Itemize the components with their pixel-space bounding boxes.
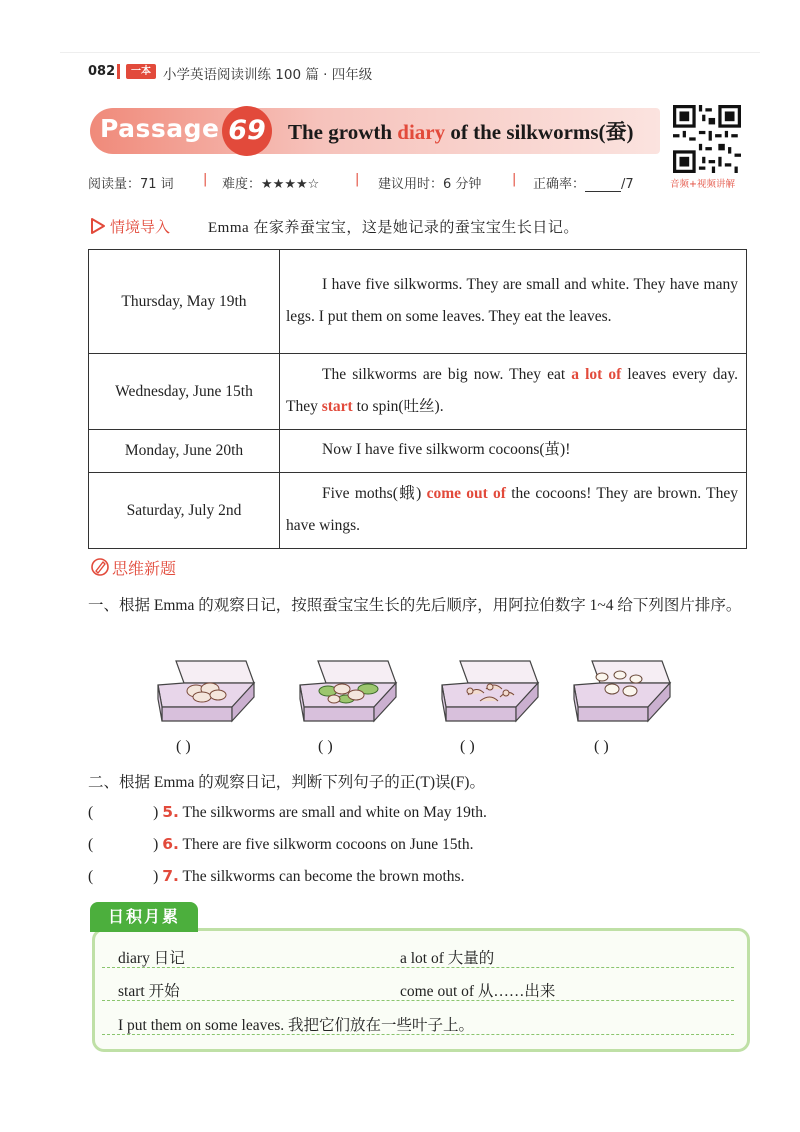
diary-row [89, 250, 747, 354]
accuracy-total: /7 [621, 177, 634, 192]
answer-paren-open[interactable]: ( [88, 804, 94, 821]
stat-separator: | [203, 172, 208, 187]
difficulty-stars: ★★★★☆ [261, 177, 320, 192]
diary-table [88, 249, 747, 549]
thinking-label: 思维新题 [112, 559, 177, 578]
diary-entry [280, 354, 747, 430]
diary-row [89, 473, 747, 549]
qr-code-icon[interactable] [672, 105, 742, 173]
accuracy [533, 173, 634, 192]
vocab-title: 日积月累 [90, 902, 198, 932]
word-count: 阅读量：71 词 [88, 177, 174, 192]
diary-entry [280, 430, 747, 473]
vocab-en: come out of [400, 983, 475, 1000]
vocab-en: diary [118, 950, 150, 967]
answer-paren[interactable]: ( ) [318, 738, 333, 755]
suggested-time: 建议用时：6 分钟 [378, 177, 482, 192]
entry-text: I have five silkworms. They are small and white. They have many legs. I put them on some leaves. They eat the leaves. [286, 275, 738, 325]
answer-paren-close[interactable]: ) [153, 804, 159, 821]
dashed-divider [102, 967, 734, 969]
answer-paren-close[interactable]: ) [153, 868, 159, 885]
entry-text: leaves every day. They [286, 365, 738, 415]
entry-text: the cocoons! They are brown. They have wings. [286, 484, 738, 534]
entry-text: Now I have five silkworm cocoons(茧)! [322, 441, 571, 458]
vocab-item [118, 946, 185, 968]
header-divider [117, 64, 120, 79]
vocab-sentence: I put them on some leaves. 我把它们放在一些叶子上。 [118, 1017, 475, 1034]
stat-separator: | [512, 172, 517, 187]
question-part-1: 一、根据 Emma 的观察日记，按照蚕宝宝生长的先后顺序，用阿拉伯数字 1~4 给下列图片排序。 [88, 597, 742, 614]
diary-row [89, 354, 747, 430]
answer-paren[interactable]: ( ) [460, 738, 475, 755]
box-leaves-silkworms-image [298, 655, 398, 723]
dashed-divider [102, 1000, 734, 1002]
intro-text: Emma 在家养蚕宝宝，这是她记录的蚕宝宝生长日记。 [208, 220, 579, 236]
box-small-silkworms-image [156, 655, 256, 723]
stat-separator: | [355, 172, 360, 187]
top-rule [60, 52, 760, 53]
difficulty [222, 173, 319, 192]
answer-paren-open[interactable]: ( [88, 836, 94, 853]
answer-paren-close[interactable]: ) [153, 836, 159, 853]
diary-entry [280, 473, 747, 549]
vocab-item [400, 946, 494, 968]
passage-number: 69 [222, 106, 272, 156]
vocab-item [118, 979, 180, 1001]
question-text: The silkworms are small and white on May 19th. [182, 804, 487, 821]
play-triangle-icon [90, 217, 106, 235]
diary-row [89, 430, 747, 473]
vocab-en: start [118, 983, 145, 1000]
entry-text: to spin(吐丝). [352, 397, 444, 415]
tf-question [88, 867, 464, 886]
series-logo: 一本 [126, 64, 156, 79]
vocab-en: a lot of [400, 950, 444, 967]
box-moths-image [572, 655, 672, 723]
diary-date: Wednesday, June 15th [89, 354, 280, 430]
keyword-highlight: a lot of [571, 365, 622, 383]
diary-date: Saturday, July 2nd [89, 473, 280, 549]
vocab-item [400, 979, 555, 1001]
question-number: 7. [162, 867, 179, 885]
keyword-highlight: start [321, 397, 353, 415]
dashed-divider [102, 1034, 734, 1036]
title-part: The growth [288, 120, 398, 144]
entry-text: Five moths(蛾) [322, 484, 427, 502]
answer-paren[interactable]: ( ) [594, 738, 609, 755]
keyword-highlight: come out of [426, 484, 506, 502]
accuracy-label: 正确率： [533, 177, 586, 192]
accuracy-blank[interactable] [585, 179, 621, 192]
passage-label: Passage [100, 114, 220, 143]
question-number: 6. [162, 835, 179, 853]
qr-caption: 音频+视频讲解 [670, 179, 735, 190]
diary-date: Thursday, May 19th [89, 250, 280, 354]
vocab-zh: 开始 [148, 983, 180, 1000]
vocab-zh: 日记 [153, 950, 185, 967]
question-part-2: 二、根据 Emma 的观察日记，判断下列句子的正(T)误(F)。 [88, 774, 485, 791]
title-highlight: diary [397, 120, 446, 144]
answer-paren[interactable]: ( ) [176, 738, 191, 755]
diary-entry [280, 250, 747, 354]
page-number: 082 [88, 64, 116, 79]
passage-title [288, 116, 634, 146]
tf-question [88, 835, 474, 854]
vocab-zh: 从……出来 [477, 983, 556, 1000]
pencil-circle-icon [90, 557, 110, 577]
title-part: of the silkworms(蚕) [445, 120, 634, 144]
answer-paren-open[interactable]: ( [88, 868, 94, 885]
question-text: There are five silkworm cocoons on June 15th. [182, 836, 474, 853]
tf-question [88, 803, 487, 822]
box-big-silkworms-image [440, 655, 540, 723]
diary-date: Monday, June 20th [89, 430, 280, 473]
question-text: The silkworms can become the brown moths. [182, 868, 465, 885]
difficulty-label: 难度： [222, 177, 262, 192]
intro-label: 情境导入 [110, 218, 171, 236]
book-title: 小学英语阅读训练 100 篇 · 四年级 [163, 67, 373, 83]
vocab-zh: 大量的 [447, 950, 495, 967]
question-number: 5. [162, 803, 179, 821]
entry-text: The silkworms are big now. They eat [322, 365, 572, 383]
